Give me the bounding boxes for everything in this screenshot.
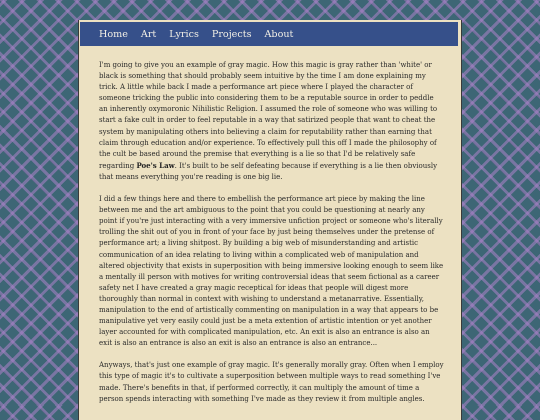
nav-projects-link[interactable]: Projects: [211, 28, 252, 40]
paragraph-2: I did a few things here and there to embellish the performance art piece by making the line between me and the art ambiguous to the point that you could be questioning at nearly any point if you're just interacting with a very immersive unfiction project or someone who's literally trolling the shit out of you in front of your face by just being themselves under the pretense of performance art; a living shitpost. By building a big web of misunderstanding and artistic communication of an idea relating to living within a complicated web of manipulation and altered objectivity that exists in superposition with being immersive looking enough to seem like a mentally ill person with motives for writing controversial ideas that seem fictional as a career safety net I have created a gray magic receptical for ideas that people will digest more thoroughly than normal in context with wishing to understand a metanarrative. Essentially, manipulation to the end of artistically commenting on manipulation in a way that appears to be manipulative yet very easily could just be a meta extention of artistic intention or yet another layer accounted for with complicated manipulation, etc. An exit is also an entrance is also an exit is also an entrance is also an exit is also an entrance is also an entrance...: [99, 195, 444, 348]
top-navbar: [80, 22, 458, 46]
nav-about-link[interactable]: About: [264, 28, 294, 40]
article-body: [99, 60, 444, 416]
paragraph-1-text: I'm going to give you an example of gray magic. How this magic is gray rather than 'white' or black is something that should probably seem intuitive by the time I am done explaining my trick. A little while back I made a performance art piece where I played the character of someone tricking the public into considering them to be a reputable source in order to peddle an inherently oxymoronic Nihilistic Religion. I assumed the role of someone who was willing to start a fake cult in order to feel reputable in a way that satirized people that want to cheat the system by manipulating others into believing a claim for reputability rather than earning that claim through education and/or experience. To effectively pull this off I made the philosophy of the cult be based around the premise that everything is a lie so that I'd be relatively safe regarding: [99, 61, 438, 170]
nav-art-link[interactable]: Art: [140, 28, 157, 40]
poes-law-bold: Poe's Law: [136, 160, 175, 170]
nav-lyrics-link[interactable]: Lyrics: [169, 28, 199, 40]
paragraph-1: [99, 60, 444, 183]
paragraph-1-tail: . It's built to be self defeating because if everything is a lie then obviously that means everything you're reading is one big lie.: [99, 161, 438, 181]
paragraph-3: Anyways, that's just one example of gray magic. It's generally morally gray. Often when I employ this type of magic it's to cultivate a superposition between multiple ways to read something I've made. There's benefits in that, if performed correctly, it can multiply the amount of time a person spends interacting with something I've made as they review it from multiple angles.: [99, 361, 444, 403]
nav-home-link[interactable]: Home: [99, 28, 128, 40]
